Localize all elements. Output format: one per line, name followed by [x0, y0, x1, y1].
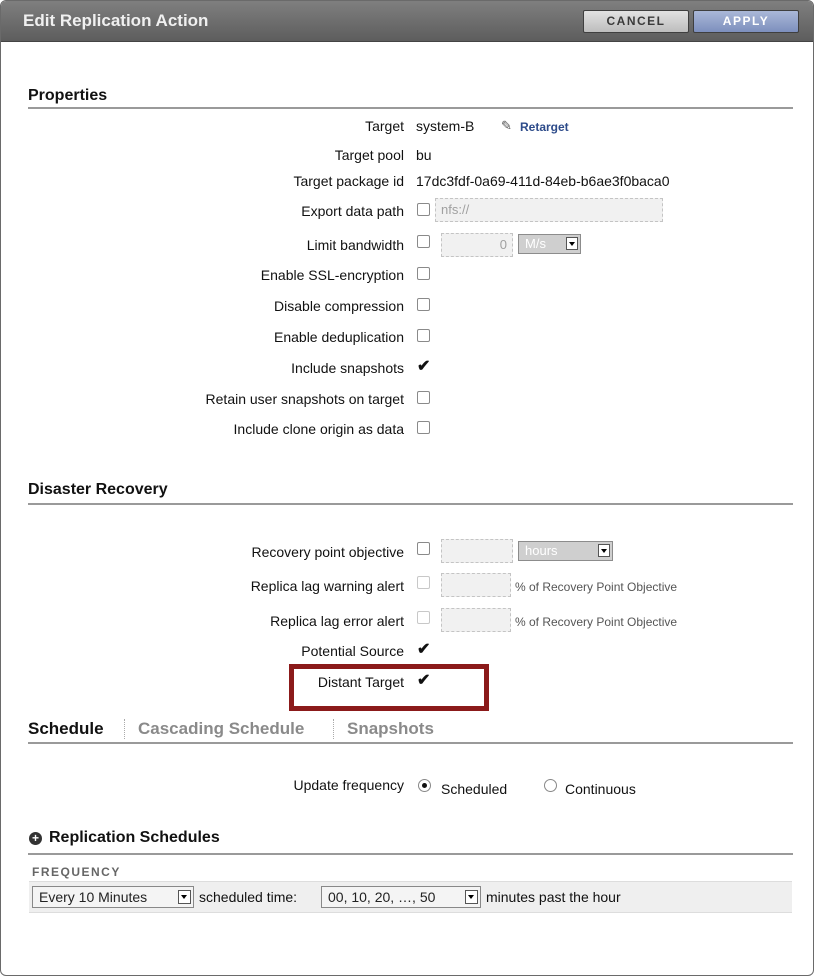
distant-target-checkbox[interactable]: ✔ [417, 672, 431, 689]
continuous-label: Continuous [565, 781, 636, 797]
compression-checkbox[interactable] [417, 298, 430, 311]
properties-divider [28, 107, 793, 109]
retarget-link[interactable]: Retarget [520, 120, 569, 134]
replication-schedules-heading: Replication Schedules [49, 829, 220, 846]
frequency-select[interactable] [32, 886, 194, 908]
chevron-down-icon [178, 890, 191, 904]
dialog-titlebar [1, 1, 813, 42]
include-snapshots-checkbox[interactable]: ✔ [417, 358, 431, 375]
retain-snapshots-label: Retain user snapshots on target [205, 391, 404, 407]
rpo-input[interactable] [441, 539, 513, 563]
disaster-recovery-heading: Disaster Recovery [28, 481, 168, 498]
scheduled-time-select[interactable] [321, 886, 481, 908]
minutes-past-label: minutes past the hour [486, 889, 621, 905]
tab-schedule[interactable]: Schedule [28, 719, 104, 738]
potential-source-checkbox[interactable]: ✔ [417, 641, 431, 658]
chevron-down-icon [598, 544, 610, 557]
continuous-radio[interactable] [544, 779, 557, 792]
ssl-checkbox[interactable] [417, 267, 430, 280]
clone-origin-checkbox[interactable] [417, 421, 430, 434]
tab-snapshots[interactable]: Snapshots [347, 719, 434, 738]
disaster-recovery-divider [28, 503, 793, 505]
target-pool-value: bu [416, 147, 432, 163]
retain-snapshots-checkbox[interactable] [417, 391, 430, 404]
apply-button[interactable]: APPLY [693, 10, 799, 33]
bandwidth-input[interactable]: 0 [441, 233, 513, 257]
scheduled-time-value: 00, 10, 20, …, 50 [328, 889, 436, 905]
lag-error-label: Replica lag error alert [270, 613, 404, 629]
chevron-down-icon [566, 237, 578, 250]
scheduled-label: Scheduled [441, 781, 508, 797]
chevron-down-icon [465, 890, 478, 904]
dialog-title: Edit Replication Action [23, 11, 209, 30]
dedup-checkbox[interactable] [417, 329, 430, 342]
distant-target-label: Distant Target [317, 674, 404, 690]
rpo-unit-select[interactable] [518, 541, 613, 561]
rpo-checkbox[interactable] [417, 542, 430, 555]
bandwidth-unit-value: M/s [525, 236, 546, 251]
lag-warning-checkbox[interactable] [417, 576, 430, 589]
frequency-header: FREQUENCY [32, 865, 121, 879]
dedup-label: Enable deduplication [274, 329, 404, 345]
export-path-input[interactable]: nfs:// [435, 198, 663, 222]
target-package-value: 17dc3fdf-0a69-411d-84eb-b6ae3f0baca0 [416, 173, 670, 189]
export-path-label: Export data path [301, 203, 404, 219]
tab-separator [124, 719, 125, 739]
rpo-unit-value: hours [525, 543, 558, 558]
compression-label: Disable compression [274, 298, 404, 314]
lag-warning-label: Replica lag warning alert [250, 578, 404, 594]
target-label: Target [365, 118, 404, 134]
include-snapshots-label: Include snapshots [291, 360, 404, 376]
tabs-divider [28, 742, 793, 744]
cancel-button[interactable]: CANCEL [583, 10, 689, 33]
lag-error-input[interactable] [441, 608, 511, 632]
lag-error-checkbox[interactable] [417, 611, 430, 624]
lag-warning-hint: % of Recovery Point Objective [515, 580, 678, 594]
target-package-label: Target package id [293, 173, 404, 189]
tab-separator [333, 719, 334, 739]
distant-target-highlight [289, 664, 489, 711]
scheduled-radio[interactable] [418, 779, 431, 792]
potential-source-label: Potential Source [301, 643, 404, 659]
scheduled-time-label: scheduled time: [199, 889, 298, 905]
target-pool-label: Target pool [334, 147, 404, 163]
frequency-value: Every 10 Minutes [39, 889, 148, 905]
add-icon[interactable]: + [29, 832, 42, 845]
bandwidth-unit-select[interactable] [518, 234, 581, 254]
limit-bandwidth-label: Limit bandwidth [306, 237, 404, 253]
lag-error-hint: % of Recovery Point Objective [515, 615, 678, 629]
rpo-label: Recovery point objective [251, 544, 404, 560]
clone-origin-label: Include clone origin as data [233, 421, 404, 437]
ssl-label: Enable SSL-encryption [260, 267, 404, 283]
target-value: system-B [416, 118, 475, 134]
replication-schedules-divider [28, 853, 793, 855]
properties-heading: Properties [28, 87, 108, 104]
tab-cascading-schedule[interactable]: Cascading Schedule [138, 719, 305, 738]
pencil-icon: ✎ [501, 118, 512, 133]
export-path-checkbox[interactable] [417, 203, 430, 216]
lag-warning-input[interactable] [441, 573, 511, 597]
update-frequency-label: Update frequency [293, 777, 404, 793]
limit-bandwidth-checkbox[interactable] [417, 235, 430, 248]
